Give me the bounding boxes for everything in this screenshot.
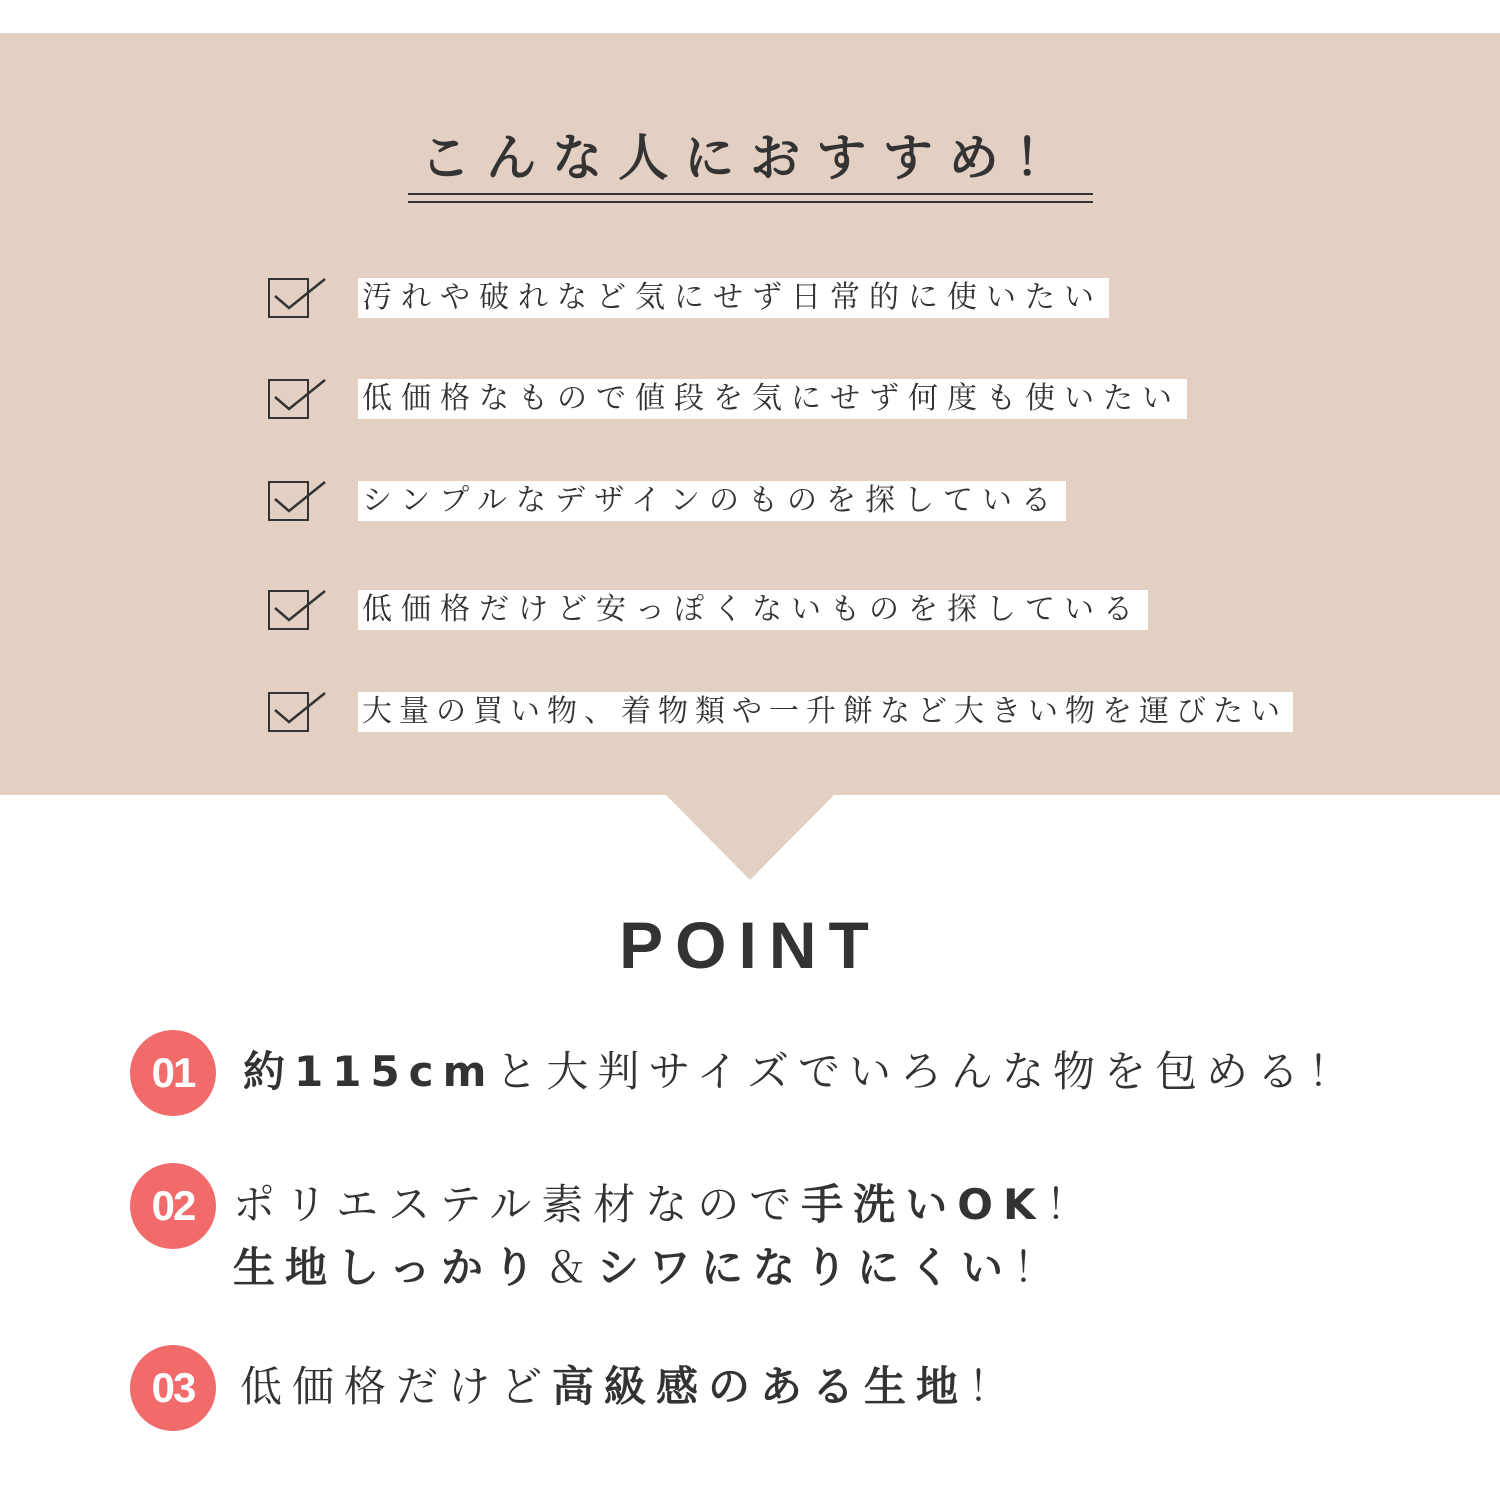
checked-box-icon bbox=[268, 379, 309, 419]
heading-underline-bottom bbox=[408, 201, 1093, 203]
checked-box-icon bbox=[268, 278, 309, 318]
point-3-post: ！ bbox=[968, 1362, 1021, 1411]
recommend-item-label: 低価格だけど安っぽくないものを探している bbox=[358, 590, 1148, 630]
recommend-heading: こんな人におすすめ！ bbox=[420, 129, 1081, 187]
point-3-pre: 低価格だけど bbox=[240, 1362, 553, 1411]
recommend-item-label: 低価格なもので値段を気にせず何度も使いたい bbox=[358, 379, 1187, 419]
point-2-line-2 bbox=[233, 1238, 1065, 1298]
point-3-text bbox=[240, 1357, 1020, 1417]
recommend-item-label: 大量の買い物、着物類や一升餅など大きい物を運びたい bbox=[358, 692, 1293, 732]
point-title: POINT bbox=[619, 908, 881, 982]
point-3-highlight: 高級感のある生地 bbox=[552, 1362, 969, 1411]
point-2-end: ！ bbox=[1013, 1243, 1066, 1292]
point-number-badge: 02 bbox=[130, 1163, 216, 1249]
point-1-text bbox=[243, 1042, 1359, 1102]
point-1-highlight: 約115cm bbox=[243, 1047, 496, 1096]
point-number-badge: 01 bbox=[130, 1030, 216, 1116]
recommend-item-label: 汚れや破れなど気にせず日常的に使いたい bbox=[358, 278, 1109, 318]
recommend-item-label: シンプルなデザインのものを探している bbox=[358, 481, 1066, 521]
point-1-rest: と大判サイズでいろんな物を包める！ bbox=[495, 1047, 1359, 1096]
point-2-pre: ポリエステル素材なので bbox=[233, 1180, 802, 1229]
checked-box-icon bbox=[268, 481, 309, 521]
point-2-amp: ＆ bbox=[545, 1243, 598, 1292]
down-arrow-pointer bbox=[665, 794, 835, 880]
heading-underline-top bbox=[408, 193, 1093, 195]
point-2-line-1 bbox=[233, 1175, 1098, 1235]
point-2-post: ！ bbox=[1045, 1180, 1098, 1229]
point-2-highlight-2: 生地しっかり bbox=[233, 1243, 546, 1292]
point-2-highlight-3: シワになりにくい bbox=[597, 1243, 1014, 1292]
point-2-highlight: 手洗いOK bbox=[801, 1180, 1046, 1229]
checked-box-icon bbox=[268, 692, 309, 732]
checked-box-icon bbox=[268, 590, 309, 630]
point-number-badge: 03 bbox=[130, 1345, 216, 1431]
